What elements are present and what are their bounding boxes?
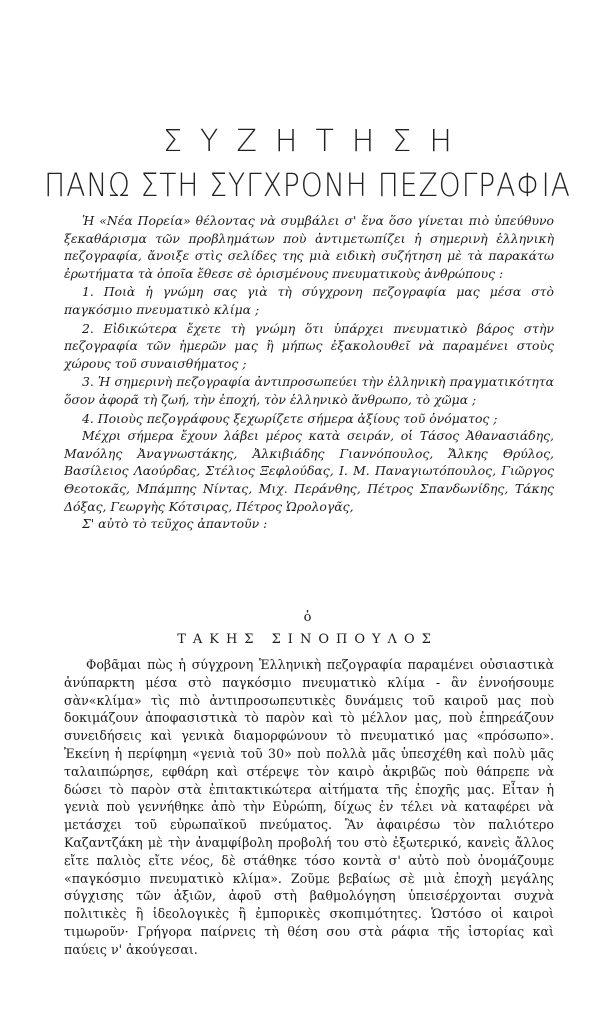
article-body <box>64 656 554 959</box>
intro-lead: Ἡ «Νέα Πορεία» θέλοντας νὰ συμβάλει σ' ἕνα ὅσο γίνεται πιὸ ὑπεύθυνο ξεκαθάρισμα τῶν προβλημάτων ποὺ ἀντιμετωπίζει ἡ σημερινὴ ἑλληνικὴ πεζογραφία, ἄνοιξε στὶς σελίδες της μιὰ ειδικὴ συζήτηση μὲ τὰ παρακάτω ἐρωτήματα τὰ ὁποῖα ἔθεσε σὲ ὁρισμένους πνευματικοὺς ἀνθρώπους : <box>64 213 554 281</box>
intro-section <box>64 212 554 533</box>
question-2: 2. Εἰδικώτερα ἔχετε τὴ γνώμη ὅτι ὑπάρχει πνευματικὸ βάρος στὴν πεζογραφία τῶν ἡμερῶν μας ἢ μήπως ἐξακολουθεῖ νὰ παραμένει στοὺς χώρους τοῦ συναισθήματος ; <box>64 320 554 371</box>
article-number: ὁ <box>303 610 312 625</box>
question-1: 1. Ποιὰ ἡ γνώμη σας γιὰ τὴ σύγχρονη πεζογραφία μας μέσα στὸ παγκόσμιο πνευματικὸ κλίμα ; <box>64 284 554 317</box>
intro-closing: Σ' αὐτὸ τὸ τεῦχος ἀπαντοῦν : <box>82 516 268 532</box>
article-paragraph: Φοβᾶμαι πὼς ἡ σύγχρονη Ἑλληνικὴ πεζογραφία παραμένει οὐσιαστικὰ ἀνύπαρκτη μέσα στὸ παγκόσμιο πνευματικὸ κλίμα - ἂν ἐννοήσουμε σὰν«κλίμα» τὶς πιὸ ἀντιπροσωπευτικὲς δυνάμεις τοῦ καιροῦ μας ποὺ δοκιμάζουν ἀποφασιστικὰ τὸ παρὸν καὶ τὸ μέλλον μας, ποὺ ἐπηρεάζουν συνειδήσεις καὶ γενικὰ διαμορφώνουν τὸ πνευματικό μας «πρόσωπο». Ἐκείνη ἡ περίφημη «γενιὰ τοῦ 30» ποὺ πολλὰ μᾶς ὑπεσχέθη καὶ πολὺ μᾶς ταλαιπώρησε, εφθάρη καὶ στέρεψε τὸν καιρὸ ἀκριβῶς ποὺ θάπρεπε νὰ δώσει τὸ παρὸν στὰ ἐπιτακτικώτερα αἰτήματα τῆς ἐποχῆς μας. Εἶταν ἡ γενιὰ ποὺ γεννήθηκε ἀπὸ τὴν Εὐρώπη, δίχως ἐν τέλει νὰ καταφέρει νὰ μετάσχει τοῦ εὐρωπαϊκοῦ πνεύματος. Ἂν ἀφαιρέσω τὸν παλιότερο Καζαντζάκη μὲ τὴν ἀναμφίβολη προβολή του στὸ ἐξωτερικό, κανεὶς ἄλλος εἴτε παλιὸς εἴτε νέος, δὲ στάθηκε τόσο κοντὰ σ' αὐτὸ ποὺ ὀνομάζουμε «παγκόσμιο πνευματικὸ κλίμα». Ζοῦμε βεβαίως σὲ μιὰ ἐποχὴ μεγάλης σύγχισης τῶν ἀξιῶν, ἀφοῦ στὴ βαθμολόγηση ὑπεισέρχονται συχνὰ πολιτικὲς ἢ ἰδεολογικὲς ἢ ἐμπορικὲς σκοπιμότητες. Ὡστόσο οἱ καιροὶ τιμωροῦν· Γρήγορα παίρνεις τὴ θέση σου στὰ ράφια τῆς ἱστορίας καὶ παύεις ν' ἀκούγεσαι. <box>64 657 554 957</box>
respondents-list: Μέχρι σήμερα ἔχουν λάβει μέρος κατὰ σειράν, οἱ Τάσος Ἀθανασιάδης, Μανόλης Ἀναγνωστάκης, Ἀλκιβιάδης Γιαννόπουλος, Ἄλκης Θρύλος, Βασίλειος Λαούρδας, Στέλιος Ξεφλούδας, Ι. Μ. Παναγιωτόπουλος, Γιῶργος Θεοτοκᾶς, Μπάμπης Νίντας, Μιχ. Περάνθης, Πέτρος Σπανδωνίδης, Τάκης Δόξας, Γεωργὴς Κότσιρας, Πέτρος Ὡρολογᾶς, <box>64 428 554 514</box>
question-3: 3. Ἡ σημερινὴ πεζογραφία ἀντιπροσωπεύει τὴν ἑλληνικὴ πραγματικότητα ὅσον ἀφορᾶ τὴ ζωή, τὴν ἐποχή, τὸν ἑλληνικὸ ἄνθρωπο, τὸ χῶμα ; <box>64 374 554 407</box>
question-4: 4. Ποιοὺς πεζογράφους ξεχωρίζετε σήμερα ἀξίους τοῦ ὀνόματος ; <box>82 410 498 426</box>
author-name: ΤΑΚΗΣ ΣΙΝΟΠΟΥΛΟΣ <box>177 632 438 647</box>
page-title-line1: ΣΥΖΗΤΗΣΗ <box>163 124 470 159</box>
page-title-line2: ΠΑΝΩ ΣΤΗ ΣΥΓΧΡΟΝΗ ΠΕΖΟΓΡΑΦΙΑ <box>44 166 571 204</box>
